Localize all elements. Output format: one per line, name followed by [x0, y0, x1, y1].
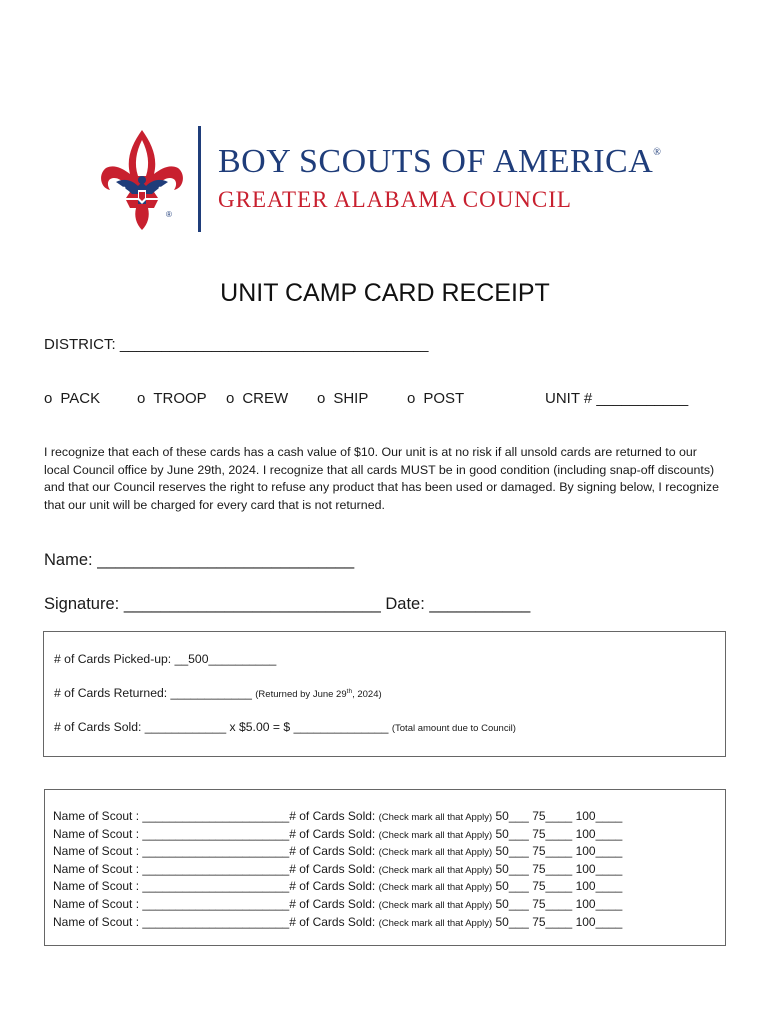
scout-name-label: Name of Scout :	[53, 914, 140, 929]
returned-note-post: , 2024)	[352, 689, 382, 700]
option-75: 75____	[532, 914, 573, 929]
unit-type-label: SHIP	[333, 390, 369, 407]
district-label: DISTRICT:	[44, 336, 116, 353]
option-75: 75____	[532, 879, 573, 894]
option-75: 75____	[532, 861, 573, 876]
cards-returned-blank: ____________	[170, 686, 252, 700]
scout-name-blank: ______________________	[142, 914, 290, 929]
option-100: 100____	[575, 897, 623, 911]
option-75: 75____	[532, 826, 573, 841]
cards-picked-up-label: # of Cards Picked-up:	[54, 652, 172, 666]
scout-name-label: Name of Scout :	[53, 879, 140, 894]
cards-picked-up-field[interactable]	[54, 652, 276, 666]
checkbox-icon: o	[137, 390, 146, 407]
scout-name-label: Name of Scout :	[53, 861, 140, 876]
registered-mark: ®	[653, 147, 662, 158]
scout-cards-sold-label: # of Cards Sold:	[289, 809, 376, 823]
organization-name	[218, 143, 661, 181]
signature-field[interactable]	[44, 595, 381, 613]
council-name: GREATER ALABAMA COUNCIL	[218, 187, 572, 212]
scout-row[interactable]	[53, 844, 622, 858]
price-formula: x $5.00 = $	[229, 720, 291, 734]
unit-number-blank: ___________	[596, 390, 689, 407]
scouts-sales-box	[44, 789, 726, 946]
unit-type-troop[interactable]	[137, 390, 207, 407]
checkbox-icon: o	[44, 390, 53, 407]
certification-paragraph: I recognize that each of these cards has a cash value of $10. Our unit is at no risk if all unsold cards are returned to our local Council office by June 29th, 2024. I recognize that all cards MUST be in good condition (including snap-off discounts) and that our Council reserves the right to refuse any product that has been used or damaged. By signing below, I recognize that our unit will be charged for every card that is not returned.	[44, 445, 720, 512]
scout-row[interactable]	[53, 809, 622, 823]
name-blank: ____________________________	[97, 551, 355, 569]
unit-number-field[interactable]	[545, 390, 688, 407]
scout-cards-sold-label: # of Cards Sold:	[289, 844, 376, 859]
check-note: (Check mark all that Apply)	[378, 900, 493, 911]
unit-type-crew[interactable]	[226, 390, 288, 407]
scout-cards-sold-label: # of Cards Sold:	[289, 879, 376, 894]
unit-type-label: POST	[423, 390, 465, 407]
date-field[interactable]	[385, 595, 530, 613]
cards-picked-up-value: __500__________	[174, 652, 277, 666]
scout-cards-sold-label: # of Cards Sold:	[289, 826, 376, 841]
returned-note-sup: th	[346, 687, 353, 695]
scout-cards-sold-label: # of Cards Sold:	[289, 861, 376, 876]
cards-returned-field[interactable]	[54, 686, 382, 700]
unit-type-post[interactable]	[407, 390, 464, 407]
scout-row[interactable]	[53, 862, 622, 876]
scout-row[interactable]	[53, 915, 622, 929]
option-100: 100____	[575, 809, 623, 823]
date-label: Date:	[385, 595, 425, 613]
scout-name-blank: ______________________	[142, 844, 290, 859]
document-title: UNIT CAMP CARD RECEIPT	[220, 279, 550, 307]
option-100: 100____	[575, 861, 623, 876]
cards-sold-blank: ____________	[144, 720, 227, 734]
scout-cards-sold-label: # of Cards Sold:	[289, 897, 376, 911]
total-blank: ______________	[293, 720, 389, 734]
option-100: 100____	[575, 826, 623, 841]
option-50: 50___	[495, 897, 529, 911]
scout-name-blank: ______________________	[142, 897, 290, 911]
option-50: 50___	[495, 809, 529, 823]
check-note: (Check mark all that Apply)	[378, 847, 493, 859]
scout-cards-sold-label: # of Cards Sold:	[289, 914, 376, 929]
checkbox-icon: o	[226, 390, 235, 407]
emblem-registered-mark: ®	[166, 210, 172, 219]
check-note: (Check mark all that Apply)	[378, 829, 493, 841]
cards-sold-label: # of Cards Sold:	[54, 720, 142, 734]
scout-name-blank: ______________________	[142, 809, 290, 823]
district-field[interactable]	[44, 336, 429, 353]
returned-note-pre: (Returned by June 29	[255, 689, 347, 700]
signature-blank: ____________________________	[123, 595, 381, 613]
checkbox-icon: o	[317, 390, 326, 407]
bsa-fleur-de-lis-logo	[96, 128, 188, 232]
unit-type-label: TROOP	[153, 390, 207, 407]
returned-deadline-note	[255, 689, 381, 700]
scout-name-label: Name of Scout :	[53, 897, 140, 911]
option-50: 50___	[495, 826, 529, 841]
district-blank: _____________________________________	[119, 336, 429, 353]
check-note: (Check mark all that Apply)	[378, 864, 493, 876]
scout-name-label: Name of Scout :	[53, 826, 140, 841]
scout-row[interactable]	[53, 879, 622, 893]
check-note: (Check mark all that Apply)	[378, 917, 493, 929]
cards-sold-field[interactable]	[54, 720, 516, 734]
option-100: 100____	[575, 914, 623, 929]
option-50: 50___	[495, 914, 529, 929]
cards-summary-box	[43, 631, 726, 757]
scout-name-label: Name of Scout :	[53, 844, 140, 859]
option-75: 75____	[532, 897, 573, 911]
total-note: (Total amount due to Council)	[391, 723, 516, 734]
organization-name-text: BOY SCOUTS OF AMERICA	[218, 143, 654, 180]
unit-type-label: CREW	[242, 390, 289, 407]
cards-returned-label: # of Cards Returned:	[54, 686, 168, 700]
checkbox-icon: o	[407, 390, 416, 407]
check-note: (Check mark all that Apply)	[378, 882, 493, 894]
name-label: Name:	[44, 551, 93, 569]
name-field[interactable]	[44, 551, 354, 570]
signature-row	[44, 595, 530, 614]
unit-type-pack[interactable]	[44, 390, 100, 407]
option-50: 50___	[495, 861, 529, 876]
unit-type-ship[interactable]	[317, 390, 368, 407]
scout-row[interactable]	[53, 897, 622, 911]
unit-number-label: UNIT #	[545, 390, 593, 407]
option-75: 75____	[532, 809, 573, 823]
scout-name-label: Name of Scout :	[53, 809, 140, 823]
scout-name-blank: ______________________	[142, 879, 290, 894]
option-100: 100____	[575, 844, 623, 859]
date-blank: ___________	[429, 595, 531, 613]
check-note: (Check mark all that Apply)	[378, 812, 493, 823]
option-50: 50___	[495, 879, 529, 894]
header-divider	[198, 126, 201, 232]
option-50: 50___	[495, 844, 529, 859]
scout-name-blank: ______________________	[142, 826, 290, 841]
option-75: 75____	[532, 844, 573, 859]
scout-row[interactable]	[53, 827, 622, 841]
signature-label: Signature:	[44, 595, 120, 613]
option-100: 100____	[575, 879, 623, 894]
unit-type-label: PACK	[60, 390, 101, 407]
scout-name-blank: ______________________	[142, 861, 290, 876]
